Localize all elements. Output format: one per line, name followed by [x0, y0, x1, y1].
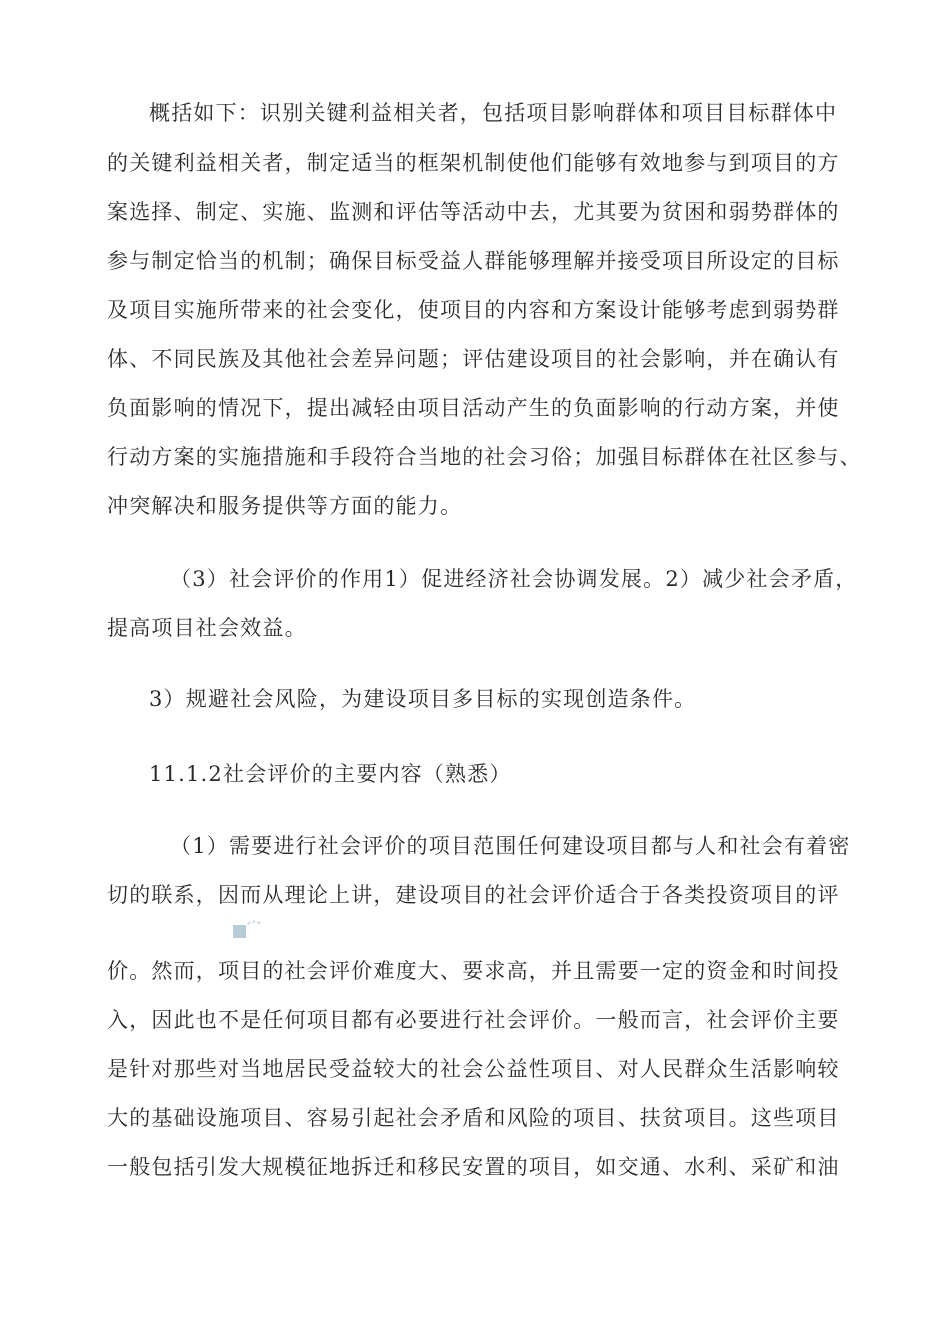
paragraph-1-line-4: 参与制定恰当的机制；确保目标受益人群能够理解并接受项目所设定的目标	[107, 249, 840, 273]
square-icon	[233, 925, 246, 938]
paragraph-1-line-6: 体、不同民族及其他社会差异问题；评估建设项目的社会影响，并在确认有	[107, 347, 840, 371]
paragraph-1-line-8: 行动方案的实施措施和手段符合当地的社会习俗；加强目标群体在社区参与、	[107, 445, 862, 469]
paragraph-2-line-2: 提高项目社会效益。	[107, 616, 307, 640]
paragraph-1-line-9: 冲突解决和服务提供等方面的能力。	[107, 494, 463, 518]
paragraph-1-line-1: 概括如下：识别关键利益相关者，包括项目影响群体和项目目标群体中	[149, 101, 838, 125]
paragraph-4-line-2: 切的联系，因而从理论上讲，建设项目的社会评价适合于各类投资项目的评	[107, 883, 840, 907]
section-heading: 11.1.2社会评价的主要内容（熟悉）	[149, 762, 512, 786]
paragraph-3: 3）规避社会风险，为建设项目多目标的实现创造条件。	[149, 687, 697, 711]
faint-mark	[233, 920, 261, 938]
paragraph-1-line-5: 及项目实施所带来的社会变化，使项目的内容和方案设计能够考虑到弱势群	[107, 298, 840, 322]
paragraph-5-line-2: 入，因此也不是任何项目都有必要进行社会评价。一般而言，社会评价主要	[107, 1008, 840, 1032]
paragraph-1-line-2: 的关键利益相关者，制定适当的框架机制使他们能够有效地参与到项目的方	[107, 151, 840, 175]
paragraph-5-line-3: 是针对那些对当地居民受益较大的社会公益性项目、对人民群众生活影响较	[107, 1057, 840, 1081]
paragraph-5-line-1: 价。然而，项目的社会评价难度大、要求高，并且需要一定的资金和时间投	[107, 959, 840, 983]
paragraph-4-line-1: （1）需要进行社会评价的项目范围任何建设项目都与人和社会有着密	[170, 834, 851, 858]
paragraph-5-line-5: 一般包括引发大规模征地拆迁和移民安置的项目，如交通、水利、采矿和油	[107, 1155, 840, 1179]
paragraph-1-line-7: 负面影响的情况下，提出减轻由项目活动产生的负面影响的行动方案，并使	[107, 396, 840, 420]
paragraph-1-line-3: 案选择、制定、实施、监测和评估等活动中去，尤其要为贫困和弱势群体的	[107, 200, 840, 224]
watermark-glyph: 宀	[247, 919, 261, 935]
paragraph-2-line-1: （3）社会评价的作用1）促进经济社会协调发展。2）减少社会矛盾，	[170, 567, 858, 591]
paragraph-5-line-4: 大的基础设施项目、容易引起社会矛盾和风险的项目、扶贫项目。这些项目	[107, 1106, 840, 1130]
